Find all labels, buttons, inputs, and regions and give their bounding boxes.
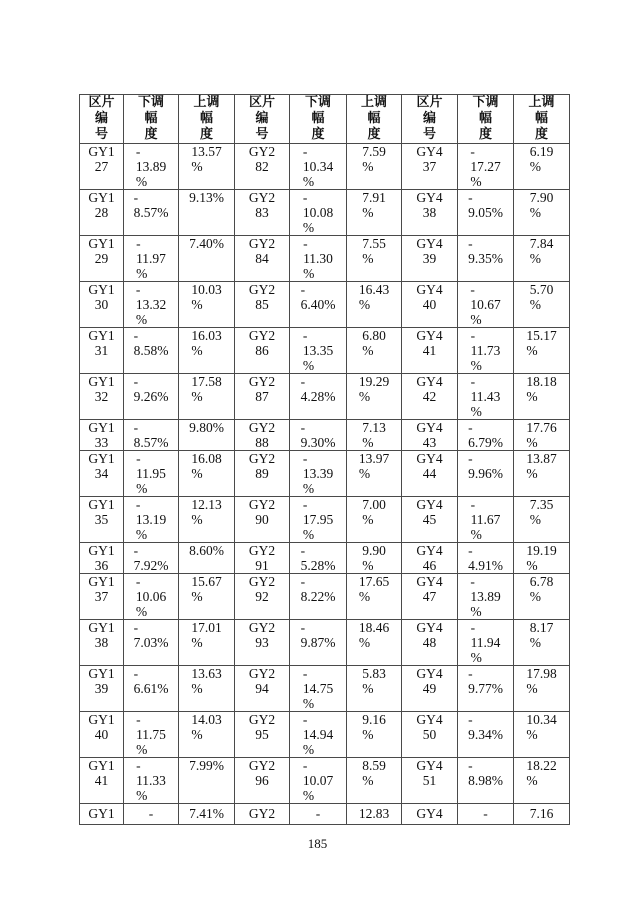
cell-value: 7.99% [189, 758, 224, 773]
cell-value: - 10.34 % [302, 144, 334, 189]
block-id-cell: GY4 43 [402, 420, 458, 451]
cell-value: - 10.07 % [302, 758, 334, 803]
cell-value: - [315, 806, 321, 821]
up-range-cell [514, 666, 570, 712]
down-range-cell [290, 497, 347, 543]
block-id-cell: GY2 85 [235, 282, 290, 328]
up-range-cell [514, 328, 570, 374]
down-range-cell [290, 144, 347, 190]
cell-value: - 13.89 % [470, 574, 501, 619]
cell-value: - 6.61% [133, 666, 169, 696]
cell-value: 7.00 % [362, 497, 386, 527]
cell-value: - 4.91% [468, 543, 503, 573]
header-down-range: 下调 幅 度 [290, 95, 347, 144]
up-range-cell [514, 543, 570, 574]
down-range-cell [458, 620, 514, 666]
down-range-cell [458, 144, 514, 190]
header-up-range: 上调 幅 度 [514, 95, 570, 144]
header-down-range: 下调 幅 度 [124, 95, 179, 144]
block-id-cell: GY2 95 [235, 712, 290, 758]
cell-value: - 13.32 % [135, 282, 167, 327]
header-block-id: 区片 编 号 [80, 95, 124, 144]
block-id-cell: GY4 41 [402, 328, 458, 374]
cell-value: - 8.98% [468, 758, 503, 788]
table-row [80, 497, 570, 543]
cell-value: - 8.57% [133, 190, 169, 220]
down-range-cell [290, 712, 347, 758]
page-number: 185 [307, 836, 328, 851]
cell-value: - [148, 806, 154, 821]
up-range-cell [179, 374, 235, 420]
cell-value: - 8.57% [133, 420, 169, 450]
block-id-cell: GY4 39 [402, 236, 458, 282]
down-range-cell [290, 804, 347, 825]
block-id-cell: GY2 86 [235, 328, 290, 374]
table-row [80, 758, 570, 804]
down-range-cell [124, 236, 179, 282]
cell-value: 6.80 % [362, 328, 386, 358]
down-range-cell [290, 758, 347, 804]
block-id-cell: GY1 [80, 804, 124, 825]
down-range-cell [458, 712, 514, 758]
block-id-cell: GY2 96 [235, 758, 290, 804]
down-range-cell [124, 666, 179, 712]
block-id-cell: GY1 38 [80, 620, 124, 666]
block-id-cell: GY2 93 [235, 620, 290, 666]
cell-value: 7.91 % [362, 190, 386, 220]
cell-value: 6.78 % [529, 574, 554, 604]
down-range-cell [458, 758, 514, 804]
table-header-row [80, 95, 570, 144]
block-id-cell: GY1 39 [80, 666, 124, 712]
cell-value: - 13.39 % [302, 451, 334, 496]
down-range-cell [124, 574, 179, 620]
cell-value: - 13.19 % [135, 497, 167, 542]
cell-value: 7.55 % [362, 236, 386, 266]
up-range-cell [514, 190, 570, 236]
cell-value: 7.40% [189, 236, 224, 251]
header-up-range: 上调 幅 度 [179, 95, 235, 144]
block-id-cell: GY2 88 [235, 420, 290, 451]
cell-value: - 9.87% [300, 620, 336, 650]
down-range-cell [124, 374, 179, 420]
table-row [80, 190, 570, 236]
down-range-cell [124, 543, 179, 574]
cell-value: 17.65 % [358, 574, 390, 604]
down-range-cell [124, 758, 179, 804]
up-range-cell [347, 543, 402, 574]
cell-value: - 11.43 % [470, 374, 501, 419]
up-range-cell [179, 420, 235, 451]
cell-value: 16.08 % [191, 451, 222, 481]
down-range-cell [458, 328, 514, 374]
cell-value: - 10.08 % [302, 190, 334, 235]
block-id-cell: GY4 45 [402, 497, 458, 543]
up-range-cell [179, 758, 235, 804]
table-row [80, 420, 570, 451]
block-id-cell: GY4 50 [402, 712, 458, 758]
up-range-cell [179, 666, 235, 712]
down-range-cell [124, 804, 179, 825]
cell-value: 16.03 % [191, 328, 222, 358]
block-id-cell: GY1 29 [80, 236, 124, 282]
cell-value: 10.34 % [526, 712, 557, 742]
up-range-cell [514, 497, 570, 543]
block-id-cell: GY2 92 [235, 574, 290, 620]
header-block-id: 区片 编 号 [402, 95, 458, 144]
table-row [80, 144, 570, 190]
up-range-cell [347, 144, 402, 190]
cell-value: - 11.67 % [470, 497, 501, 542]
cell-value: 13.87 % [526, 451, 557, 481]
cell-value: 8.17 % [529, 620, 554, 650]
down-range-cell [458, 236, 514, 282]
block-id-cell: GY4 48 [402, 620, 458, 666]
cell-value: - [483, 806, 488, 821]
down-range-cell [290, 666, 347, 712]
up-range-cell [179, 144, 235, 190]
block-id-cell: GY2 [235, 804, 290, 825]
up-range-cell [514, 620, 570, 666]
cell-value: - 11.94 % [470, 620, 501, 665]
cell-value: 9.16 % [362, 712, 386, 742]
header-up-range: 上调 幅 度 [347, 95, 402, 144]
block-id-cell: GY1 35 [80, 497, 124, 543]
cell-value: 18.18 % [526, 374, 557, 404]
cell-value: - 17.27 % [470, 144, 501, 189]
up-range-cell [179, 236, 235, 282]
cell-value: 9.80% [189, 420, 224, 435]
cell-value: 7.41% [189, 806, 224, 821]
up-range-cell [347, 712, 402, 758]
cell-value: - 5.28% [300, 543, 336, 573]
block-id-cell: GY4 44 [402, 451, 458, 497]
down-range-cell [124, 620, 179, 666]
cell-value: - 11.97 % [136, 236, 166, 281]
block-id-cell: GY2 94 [235, 666, 290, 712]
cell-value: 7.59 % [362, 144, 386, 174]
cell-value: 7.35 % [529, 497, 554, 527]
up-range-cell [347, 282, 402, 328]
block-id-cell: GY4 38 [402, 190, 458, 236]
up-range-cell [347, 420, 402, 451]
block-id-cell: GY4 [402, 804, 458, 825]
header-down-range: 下调 幅 度 [458, 95, 514, 144]
cell-value: 8.59 % [362, 758, 386, 788]
block-id-cell: GY1 36 [80, 543, 124, 574]
up-range-cell [347, 236, 402, 282]
down-range-cell [124, 328, 179, 374]
table-row [80, 451, 570, 497]
cell-value: - 8.58% [133, 328, 169, 358]
block-id-cell: GY4 37 [402, 144, 458, 190]
cell-value: - 9.30% [300, 420, 336, 450]
cell-value: - 10.67 % [470, 282, 501, 327]
table-row [80, 620, 570, 666]
down-range-cell [458, 374, 514, 420]
down-range-cell [290, 328, 347, 374]
block-id-cell: GY4 42 [402, 374, 458, 420]
block-id-cell: GY1 33 [80, 420, 124, 451]
up-range-cell [347, 620, 402, 666]
up-range-cell [514, 420, 570, 451]
cell-value: 9.90 % [362, 543, 386, 573]
adjustment-range-table [79, 94, 570, 825]
table-row [80, 328, 570, 374]
table-row [80, 543, 570, 574]
block-id-cell: GY1 27 [80, 144, 124, 190]
cell-value: 13.63 % [191, 666, 222, 696]
up-range-cell [179, 712, 235, 758]
table-row [80, 666, 570, 712]
cell-value: 17.58 % [191, 374, 222, 404]
cell-value: 17.01 % [191, 620, 222, 650]
up-range-cell [514, 144, 570, 190]
cell-value: 18.46 % [358, 620, 390, 650]
cell-value: 7.13 % [362, 420, 386, 450]
down-range-cell [290, 190, 347, 236]
down-range-cell [124, 144, 179, 190]
cell-value: - 13.89 % [135, 144, 167, 189]
block-id-cell: GY4 47 [402, 574, 458, 620]
cell-value: - 9.26% [133, 374, 169, 404]
block-id-cell: GY1 30 [80, 282, 124, 328]
up-range-cell [347, 451, 402, 497]
block-id-cell: GY2 89 [235, 451, 290, 497]
up-range-cell [514, 236, 570, 282]
up-range-cell [179, 497, 235, 543]
cell-value: 12.83 [358, 806, 390, 821]
cell-value: - 11.73 % [470, 328, 501, 373]
down-range-cell [290, 574, 347, 620]
cell-value: - 6.40% [300, 282, 336, 312]
cell-value: - 9.35% [468, 236, 503, 266]
cell-value: 18.22 % [526, 758, 557, 788]
down-range-cell [458, 666, 514, 712]
cell-value: - 9.05% [468, 190, 503, 220]
cell-value: - 4.28% [300, 374, 336, 404]
down-range-cell [124, 282, 179, 328]
cell-value: 13.57 % [191, 144, 222, 174]
up-range-cell [179, 543, 235, 574]
down-range-cell [124, 190, 179, 236]
up-range-cell [514, 282, 570, 328]
cell-value: 19.19 % [526, 543, 557, 573]
table-row-partial [80, 804, 570, 825]
up-range-cell [179, 574, 235, 620]
cell-value: 17.98 % [526, 666, 557, 696]
cell-value: 8.60% [189, 543, 224, 558]
cell-value: - 14.75 % [302, 666, 334, 711]
header-block-id: 区片 编 号 [235, 95, 290, 144]
down-range-cell [458, 497, 514, 543]
table-body [80, 144, 570, 825]
cell-value: 15.67 % [191, 574, 222, 604]
down-range-cell [290, 543, 347, 574]
table-row [80, 574, 570, 620]
up-range-cell [347, 574, 402, 620]
block-id-cell: GY1 31 [80, 328, 124, 374]
table-row [80, 282, 570, 328]
cell-value: - 11.75 % [136, 712, 166, 757]
up-range-cell [347, 497, 402, 543]
block-id-cell: GY4 46 [402, 543, 458, 574]
cell-value: - 11.30 % [303, 236, 333, 281]
block-id-cell: GY1 28 [80, 190, 124, 236]
down-range-cell [458, 804, 514, 825]
table-row [80, 236, 570, 282]
cell-value: 5.83 % [362, 666, 386, 696]
cell-value: - 8.22% [300, 574, 336, 604]
cell-value: - 14.94 % [302, 712, 334, 757]
cell-value: 10.03 % [191, 282, 222, 312]
up-range-cell [179, 328, 235, 374]
cell-value: - 13.35 % [302, 328, 334, 373]
cell-value: 7.16 [529, 806, 554, 821]
block-id-cell: GY2 82 [235, 144, 290, 190]
block-id-cell: GY2 90 [235, 497, 290, 543]
up-range-cell [514, 758, 570, 804]
cell-value: 17.76 % [526, 420, 557, 450]
up-range-cell [347, 190, 402, 236]
down-range-cell [458, 420, 514, 451]
down-range-cell [290, 451, 347, 497]
up-range-cell [514, 451, 570, 497]
block-id-cell: GY2 84 [235, 236, 290, 282]
table-row [80, 712, 570, 758]
up-range-cell [347, 758, 402, 804]
cell-value: 13.97 % [358, 451, 390, 481]
down-range-cell [290, 236, 347, 282]
block-id-cell: GY2 87 [235, 374, 290, 420]
down-range-cell [458, 543, 514, 574]
down-range-cell [458, 574, 514, 620]
up-range-cell [347, 328, 402, 374]
up-range-cell [179, 620, 235, 666]
block-id-cell: GY1 41 [80, 758, 124, 804]
up-range-cell [179, 804, 235, 825]
cell-value: 16.43 % [358, 282, 390, 312]
table-row [80, 374, 570, 420]
block-id-cell: GY1 34 [80, 451, 124, 497]
cell-value: 15.17 % [526, 328, 557, 358]
up-range-cell [514, 712, 570, 758]
down-range-cell [458, 190, 514, 236]
cell-value: 5.70 % [529, 282, 554, 312]
cell-value: 9.13% [189, 190, 224, 205]
cell-value: 12.13 % [191, 497, 222, 527]
cell-value: 6.19 % [529, 144, 554, 174]
cell-value: - 17.95 % [302, 497, 334, 542]
down-range-cell [124, 497, 179, 543]
down-range-cell [124, 712, 179, 758]
up-range-cell [179, 190, 235, 236]
block-id-cell: GY4 40 [402, 282, 458, 328]
cell-value: 19.29 % [358, 374, 390, 404]
block-id-cell: GY4 49 [402, 666, 458, 712]
cell-value: - 6.79% [468, 420, 503, 450]
cell-value: - 7.92% [133, 543, 169, 573]
cell-value: - 10.06 % [135, 574, 167, 619]
cell-value: - 9.34% [468, 712, 503, 742]
down-range-cell [124, 451, 179, 497]
up-range-cell [347, 666, 402, 712]
block-id-cell: GY1 40 [80, 712, 124, 758]
up-range-cell [179, 282, 235, 328]
cell-value: - 9.96% [468, 451, 503, 481]
cell-value: - 11.95 % [136, 451, 166, 496]
down-range-cell [290, 420, 347, 451]
up-range-cell [514, 804, 570, 825]
down-range-cell [458, 451, 514, 497]
block-id-cell: GY1 32 [80, 374, 124, 420]
cell-value: - 9.77% [468, 666, 503, 696]
up-range-cell [514, 374, 570, 420]
cell-value: 7.90 % [529, 190, 554, 220]
block-id-cell: GY2 83 [235, 190, 290, 236]
down-range-cell [290, 620, 347, 666]
down-range-cell [458, 282, 514, 328]
down-range-cell [290, 374, 347, 420]
block-id-cell: GY1 37 [80, 574, 124, 620]
cell-value: 14.03 % [191, 712, 222, 742]
down-range-cell [124, 420, 179, 451]
up-range-cell [179, 451, 235, 497]
cell-value: 7.84 % [529, 236, 554, 266]
cell-value: - 11.33 % [136, 758, 166, 803]
block-id-cell: GY2 91 [235, 543, 290, 574]
cell-value: - 7.03% [133, 620, 169, 650]
block-id-cell: GY4 51 [402, 758, 458, 804]
up-range-cell [514, 574, 570, 620]
down-range-cell [290, 282, 347, 328]
up-range-cell [347, 374, 402, 420]
up-range-cell [347, 804, 402, 825]
